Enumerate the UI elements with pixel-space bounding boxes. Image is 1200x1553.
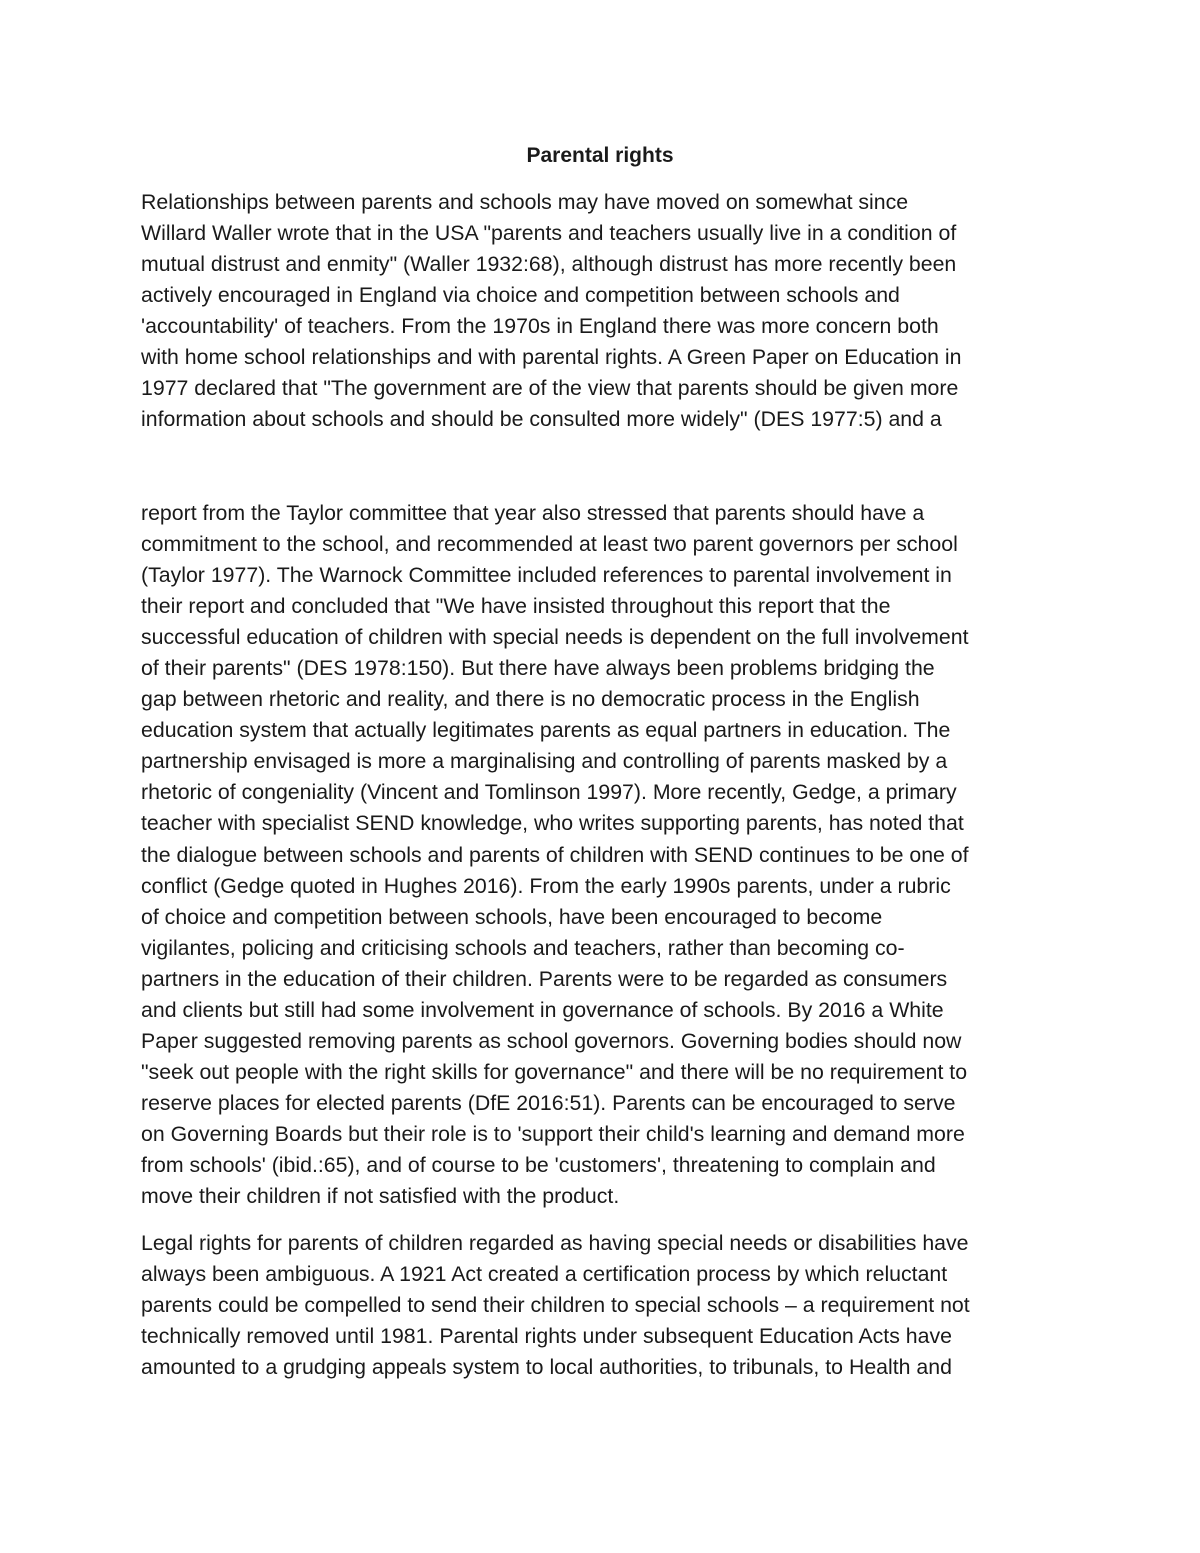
paragraph-line: successful education of children with special needs is dependent on the full involvement [141,625,969,650]
paragraph-line: with home school relationships and with parental rights. A Green Paper on Education in [141,345,962,370]
paragraph-line: conflict (Gedge quoted in Hughes 2016). From the early 1990s parents, under a rubric [141,873,951,898]
paragraph-1 [141,187,1071,435]
paragraph-line: Willard Waller wrote that in the USA "parents and teachers usually live in a condition of [141,221,957,246]
paragraph-line: rhetoric of congeniality (Vincent and Tomlinson 1997). More recently, Gedge, a primary [141,780,957,805]
paragraph-line: of their parents" (DES 1978:150). But there have always been problems bridging the [141,656,935,681]
paragraph-line: education system that actually legitimates parents as equal partners in education. The [141,718,951,743]
paragraph-line: mutual distrust and enmity" (Waller 1932:68), although distrust has more recently been [141,252,957,277]
paragraph-line: actively encouraged in England via choice and competition between schools and [141,283,900,308]
paragraph-line: (Taylor 1977). The Warnock Committee included references to parental involvement in [141,563,952,588]
paragraph-3 [141,1228,1071,1383]
paragraph-line: partnership envisaged is more a marginalising and controlling of parents masked by a [141,749,948,774]
paragraph-line: partners in the education of their children. Parents were to be regarded as consumers [141,966,948,991]
paragraph-line: from schools' (ibid.:65), and of course to be 'customers', threatening to complain and [141,1152,936,1177]
paragraph-line: information about schools and should be consulted more widely" (DES 1977:5) and a [141,407,942,432]
paragraph-line: technically removed until 1981. Parental rights under subsequent Education Acts have [141,1324,952,1349]
paragraph-line: Paper suggested removing parents as school governors. Governing bodies should now [141,1028,962,1053]
paragraph-line: Relationships between parents and schools may have moved on somewhat since [141,190,909,214]
paragraph-line: always been ambiguous. A 1921 Act created a certification process by which reluctant [141,1262,948,1287]
paragraph-line: commitment to the school, and recommended at least two parent governors per school [141,532,958,557]
paragraph-line: and clients but still had some involvement in governance of schools. By 2016 a White [141,997,944,1022]
paragraph-line: Legal rights for parents of children regarded as having special needs or disabilities have [141,1231,969,1255]
paragraph-line: move their children if not satisfied with the product. [141,1184,620,1209]
paragraph-line: 'accountability' of teachers. From the 1970s in England there was more concern both [141,314,939,339]
paragraph-line: amounted to a grudging appeals system to local authorities, to tribunals, to Health and [141,1355,952,1380]
paragraph-line: teacher with specialist SEND knowledge, who writes supporting parents, has noted that [141,811,964,836]
paragraph-line: on Governing Boards but their role is to 'support their child's learning and demand more [141,1121,965,1146]
paragraph-line: reserve places for elected parents (DfE 2016:51). Parents can be encouraged to serve [141,1090,956,1115]
paragraph-line: of choice and competition between schools, have been encouraged to become [141,904,883,929]
paragraph-line: report from the Taylor committee that year also stressed that parents should have a [141,501,925,525]
paragraph-line: vigilantes, policing and criticising schools and teachers, rather than becoming co- [141,935,905,960]
paragraph-line: "seek out people with the right skills for governance" and there will be no requirement to [141,1059,968,1084]
paragraph-line: their report and concluded that "We have insisted throughout this report that the [141,594,891,619]
paragraph-line: parents could be compelled to send their children to special schools – a requirement not [141,1293,970,1318]
paragraph-line: the dialogue between schools and parents of children with SEND continues to be one of [141,842,969,867]
paragraph-2 [141,498,1071,1212]
paragraph-line: gap between rhetoric and reality, and there is no democratic process in the English [141,687,920,712]
page-title: Parental rights [526,144,674,167]
paragraph-line: 1977 declared that "The government are of the view that parents should be given more [141,376,959,401]
